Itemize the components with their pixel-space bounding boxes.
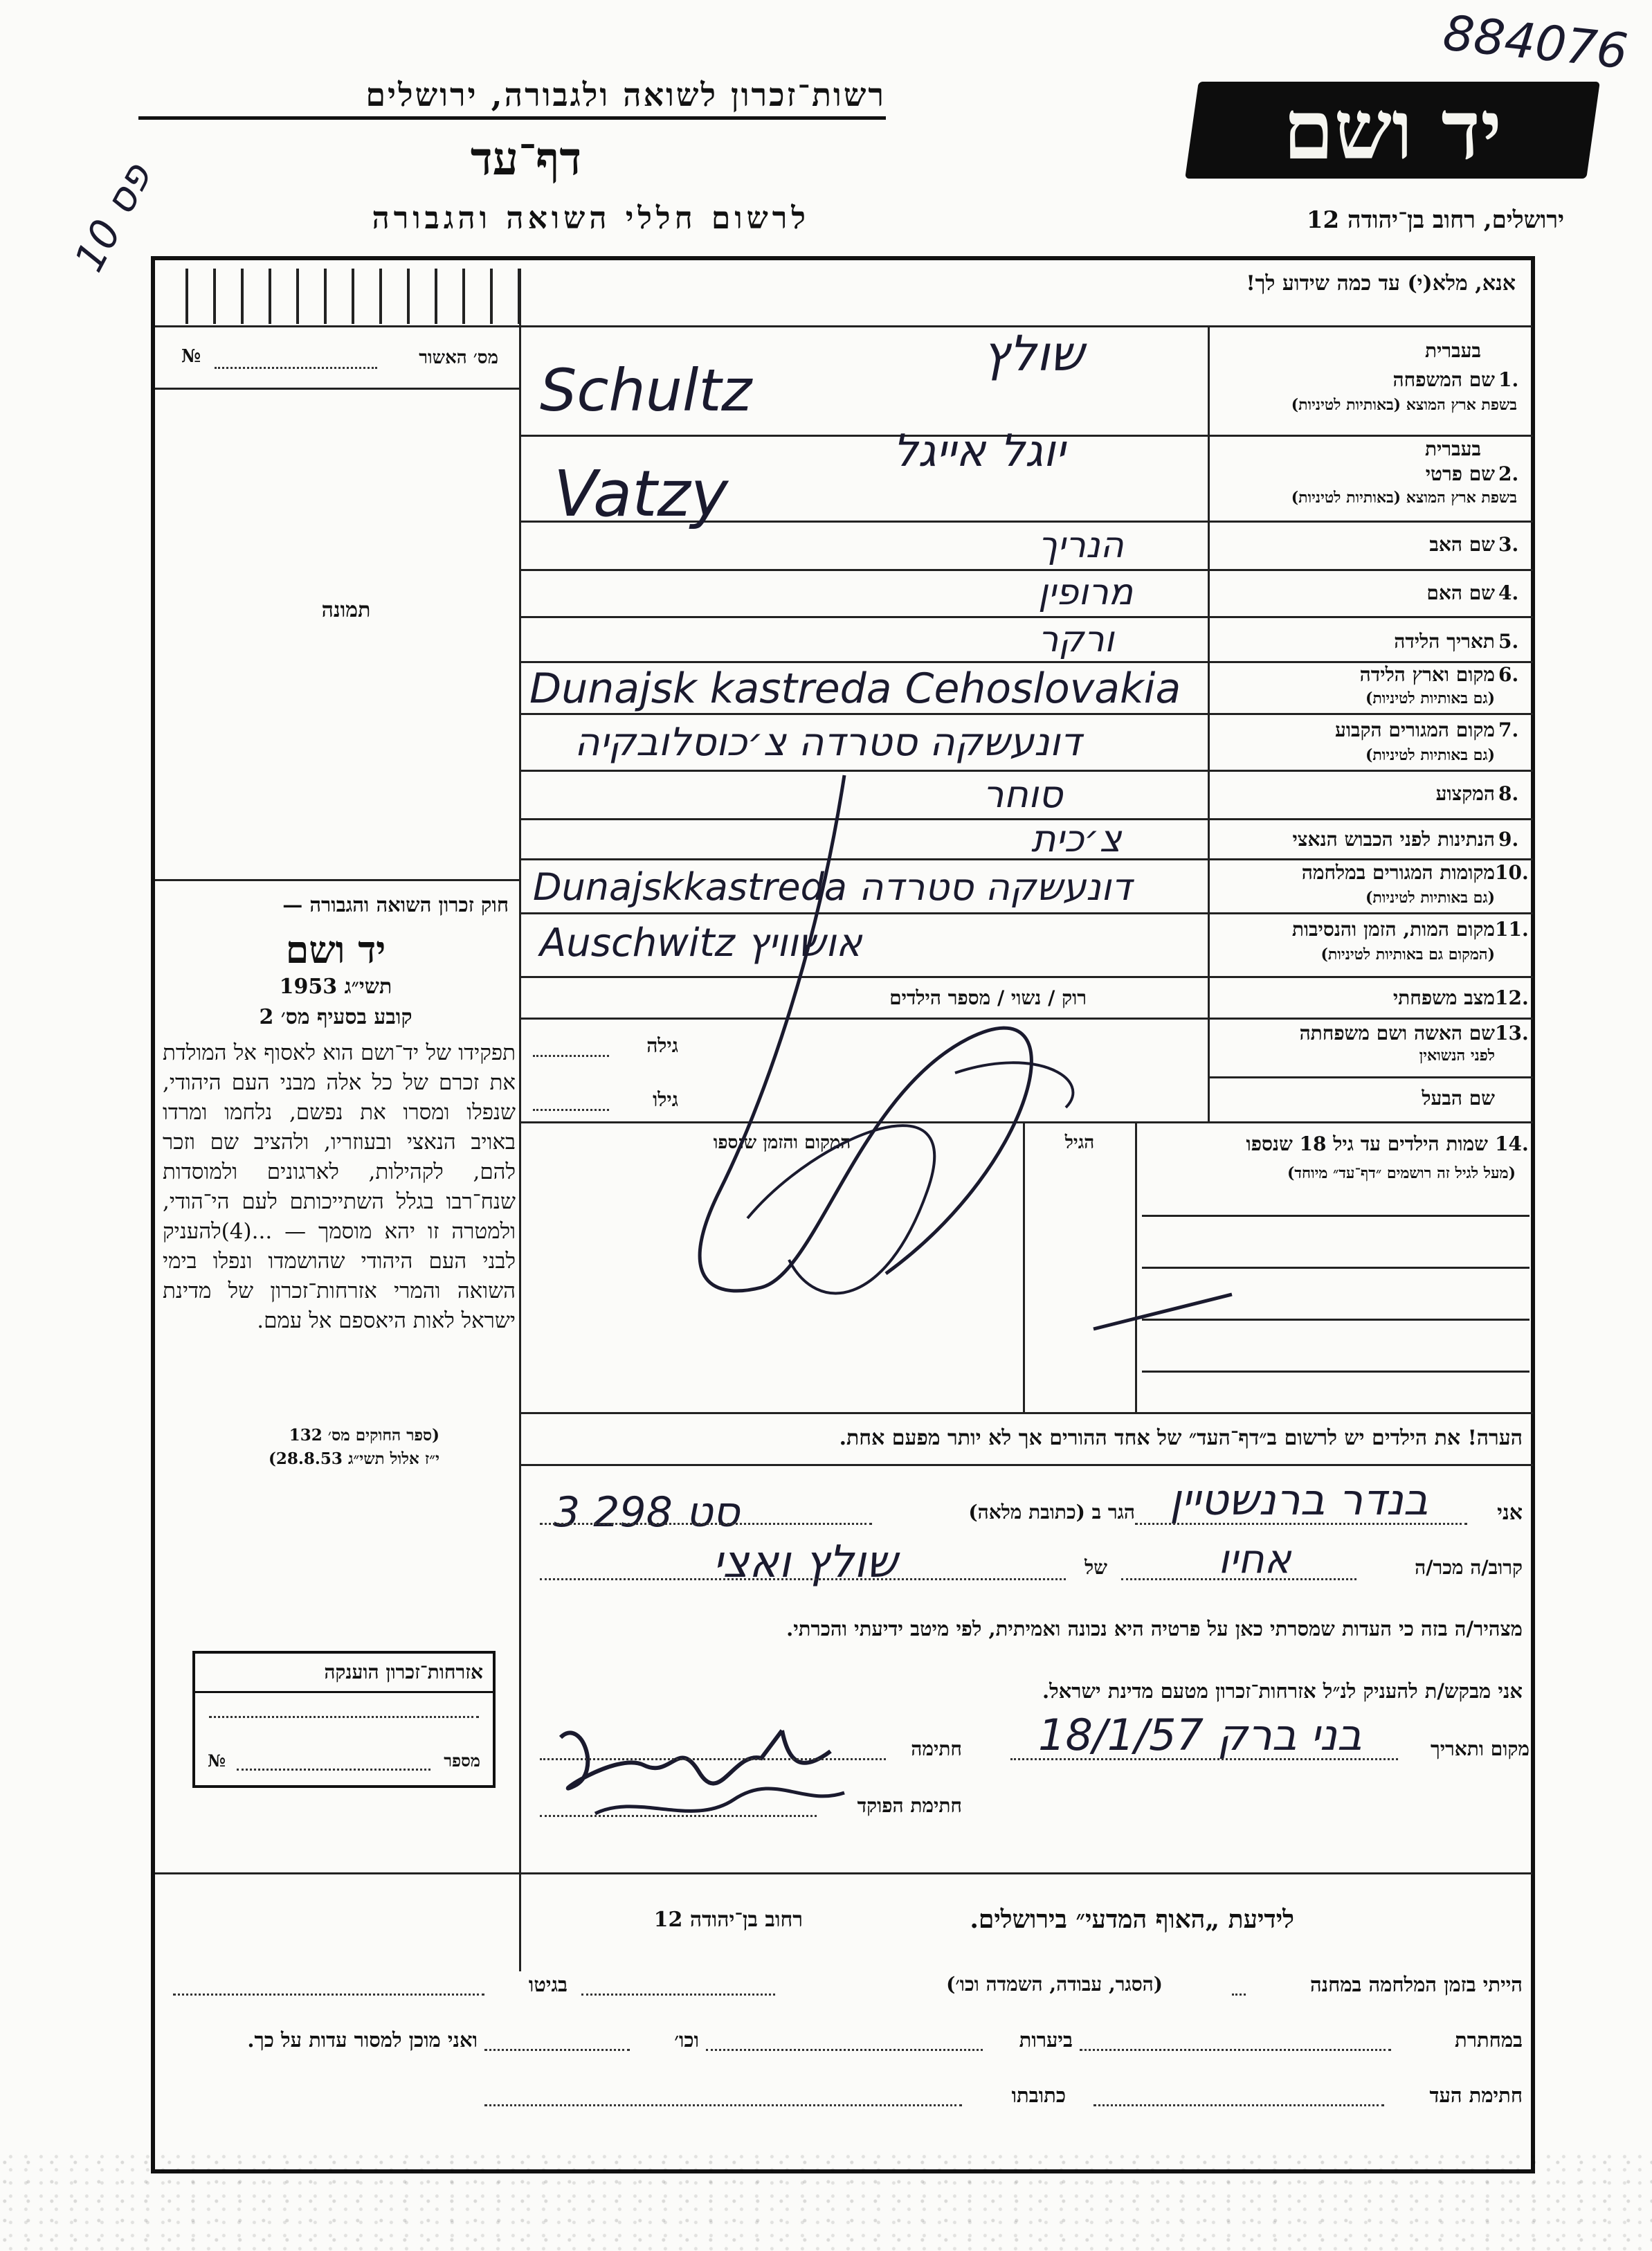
left-column-divider: [519, 269, 521, 1971]
field-1-value-lat: Schultz: [540, 356, 752, 424]
logo-text: יד ושם: [1282, 82, 1503, 178]
field-3-value: הנריך: [1038, 525, 1124, 566]
field-2-lang-he: בעברית: [1424, 437, 1481, 460]
children-note: (מעל לגיל זה רושמים ״דף־עד״ מיוחד): [1287, 1164, 1516, 1182]
decl-relative-line: [1121, 1578, 1356, 1580]
bottom-line1-b: (הסגר, עבודה, השמדה וכו׳): [946, 1973, 1163, 1996]
field-10-num: 10.: [1495, 861, 1529, 884]
law-body: תפקידו של יד־ושם הוא לאסוף אל המולדת את זכרם של כל אלה מבני העם היהודי, שנפלו ומסרו את נפשם, נלחמו ומרדו באויב הנאצי ובעוזריו, ולהציב שם וזכר להם, לקהילות, לארגונים ולמוסדות שנח־רבו בגלל השתייכותם לעם הי־הודי, ולמטרה זו יהא מוסמך — ...(4)להעניק לבני העם היהודי שהושמדו ונפלו בימי השואה והמרי אזרחות־זכרון של מדינת ישראל לאות היאספם אל עמם.: [163, 1040, 516, 1333]
field-12-label: מצב משפחתי: [1392, 986, 1495, 1009]
law-ref-1: (ספר החוקים מס׳ 132: [289, 1426, 439, 1445]
law-title: חוק זכרון השואה והגבורה —: [282, 893, 509, 916]
bottom-line2-underground-line: [1080, 2049, 1391, 2051]
decl-signature-label: חתימה: [911, 1737, 962, 1760]
row-rule: [519, 713, 1533, 715]
field-12-num: 12.: [1495, 986, 1529, 1009]
field-1-lang-he: בעברית: [1424, 339, 1481, 362]
bottom-line2-a: במחתרת: [1455, 2028, 1523, 2052]
field-9-num: 9.: [1498, 828, 1519, 851]
scan-noise: [0, 2153, 1652, 2251]
bottom-line2-forest-line: [706, 2049, 983, 2051]
yad-vashem-logo: [1185, 82, 1600, 179]
children-col-place: המקום והזמן שנספו: [713, 1132, 851, 1153]
bottom-line1-field: [1232, 1994, 1246, 1996]
bottom-line1-c: בגיטו: [528, 1973, 568, 1996]
field-11-label: מקום המות, הזמן והנסיבות: [1291, 918, 1495, 941]
field-11-value: Auschwitz אושוויץ: [540, 921, 862, 966]
field-5-num: 5.: [1498, 630, 1519, 653]
law-year: תשי״ג 1953: [279, 975, 392, 999]
field-7-note: (גם באותיות לטיניות): [1365, 746, 1495, 764]
children-bottom-rule: [519, 1412, 1533, 1414]
field-1-label: שם המשפחה: [1392, 368, 1495, 391]
top-rule: [155, 325, 1532, 327]
document-number: 884076: [1440, 4, 1631, 80]
row-rule: [519, 569, 1533, 571]
bottom-address: רחוב בן־יהודה 12: [653, 1908, 803, 1932]
citizenship-box-title: אזרחות־זכרון הוענקה: [195, 1654, 493, 1693]
margin-note: פס 10: [65, 155, 161, 280]
photo-bottom-rule: [155, 879, 519, 881]
field-13-label: שם האשה ושם משפחתה: [1299, 1022, 1495, 1045]
field-1-value-he: שולץ: [983, 325, 1084, 382]
bottom-line3-sign-line: [1093, 2104, 1384, 2106]
law-ref-2: י״ז אלול תשי״ג 28.8.53): [269, 1449, 439, 1468]
approval-no-sign: №: [181, 346, 201, 367]
decl-relative-label: קרוב/ה מכר/ה: [1415, 1556, 1523, 1579]
approval-label: מס׳ האשור: [419, 347, 498, 368]
remark-rule: [519, 1464, 1533, 1466]
field-3-num: 3.: [1498, 533, 1519, 556]
children-col-age: הגיל: [1064, 1132, 1095, 1153]
decl-signature-line: [540, 1758, 886, 1760]
decl-officer-line: [540, 1815, 817, 1817]
husband-age-line: [533, 1109, 609, 1111]
decl-statement: מצהיר/ה בזה כי העדות שמסרתי כאן על פרטיה היא נכונה ואמיתית, לפי מיטב ידיעתי והכרתי.: [786, 1617, 1523, 1640]
field-2-label: שם פרטי: [1425, 462, 1495, 485]
field-6-note: (גם באותיות לטיניות): [1365, 689, 1495, 707]
field-4-num: 4.: [1498, 581, 1519, 604]
field-13-age-label: גילה: [646, 1034, 678, 1057]
decl-of-label: של: [1084, 1556, 1107, 1579]
field-2-value-he: יוגל אייגל: [893, 426, 1065, 477]
field-8-value: סוחר: [983, 772, 1063, 816]
field-3-label: שם האב: [1429, 533, 1495, 556]
field-7-num: 7.: [1498, 718, 1519, 741]
org-line: רשות־זכרון לשואה ולגבורה, ירושלים: [138, 76, 886, 120]
field-11-note: (המקום גם באותיות לטיניות): [1320, 946, 1495, 964]
decl-place-date-line: [1010, 1758, 1398, 1760]
children-num: 14.: [1495, 1132, 1529, 1155]
row-rule: [1208, 1076, 1533, 1078]
decl-address: 3 סט 298: [554, 1488, 740, 1537]
law-clause: קובע בסעיף מס׳ 2: [259, 1005, 412, 1029]
field-10-value: Dunajskkastreda דונעשקה סטרדה: [533, 865, 1132, 909]
field-2-lang-lat: בשפת ארץ המוצא (באותיות לטיניות): [1291, 489, 1517, 507]
handwritten-scribble: [678, 748, 1246, 1343]
children-row: [1142, 1371, 1530, 1373]
field-8-label: המקצוע: [1435, 782, 1495, 805]
row-rule: [519, 616, 1533, 618]
bottom-line2-c: וכו׳: [674, 2028, 699, 2052]
decl-i-line: [1135, 1523, 1467, 1525]
citizenship-no-sign: №: [208, 1751, 226, 1771]
field-7-value: דונעשקה סטרדה צ׳כוסלובקיה: [574, 720, 1082, 765]
form-subtitle: לרשום חללי השואה והגבורה: [372, 201, 810, 236]
decl-i-value: בנדר ברנשטיין: [1170, 1474, 1428, 1525]
citizenship-line: [209, 1716, 479, 1718]
husband-label: שם הבעל: [1422, 1087, 1495, 1110]
field-10-label: מקומות המגורים במלחמה: [1301, 861, 1495, 884]
decl-officer-label: חתימת הפוקד: [857, 1794, 962, 1817]
bottom-line3-a: חתימת העד: [1429, 2083, 1523, 2107]
approval-rule: [155, 388, 519, 390]
field-8-num: 8.: [1498, 782, 1519, 805]
field-9-value: צ׳כית: [1031, 817, 1122, 860]
field-10-note: (גם באותיות לטיניות): [1365, 889, 1495, 907]
top-prompt: אנא, מלא(י) עד כמה שידוע לך!: [1246, 271, 1516, 296]
photo-label: תמונה: [321, 598, 371, 622]
field-6-value: Dunajsk kastreda Cehoslovakia: [529, 665, 1181, 713]
field-6-label: מקום וארץ הלידה: [1359, 663, 1495, 686]
field-13-num: 13.: [1495, 1022, 1529, 1045]
law-name: יד ושם: [285, 928, 386, 972]
decl-lives-label: הגר ב (כתובת מלאה): [968, 1501, 1135, 1524]
husband-age-label: גילו: [653, 1088, 678, 1111]
decl-relative-value: אחיו: [1218, 1535, 1291, 1582]
field-2-value-lat: Vatzy: [554, 457, 729, 531]
field-5-value: ורקר: [1038, 619, 1114, 660]
field-4-value: מרופין: [1038, 572, 1134, 613]
field-12-options: רוק / נשוי / מספר הילדים: [889, 986, 1087, 1009]
field-5-label: תאריך הלידה: [1394, 630, 1495, 653]
field-4-label: שם האם: [1426, 581, 1495, 604]
decl-of-value: שולץ ואצי: [713, 1537, 898, 1588]
bottom-section-rule: [155, 1872, 1532, 1874]
decl-i-label: אני: [1497, 1501, 1523, 1525]
field-1-num: 1.: [1498, 368, 1519, 391]
decl-of-line: [540, 1578, 1066, 1580]
bottom-line1-ghetto-line: [173, 1994, 484, 1996]
bottom-line3-b: כתובתו: [1011, 2083, 1066, 2107]
citizenship-number-line: [237, 1769, 430, 1771]
approval-line: [215, 367, 377, 369]
field-11-num: 11.: [1495, 918, 1529, 941]
bottom-line2-d: ואני מוכן למסור עדות על כך.: [247, 2028, 478, 2052]
form-title: דף־עד: [470, 132, 582, 186]
ruler-boxes: [161, 269, 520, 324]
decl-place-date-label: מקום ותאריך: [1430, 1737, 1530, 1760]
children-title: שמות הילדים עד גיל 18 שנספו: [1246, 1132, 1488, 1155]
header-address: ירושלים, רחוב בן־יהודה 12: [1306, 206, 1564, 234]
field-1-lang-lat: בשפת ארץ המוצא (באותיות לטיניות): [1291, 396, 1517, 414]
bottom-line1-gap: [581, 1994, 775, 1996]
field-13-note: לפני הנשואין: [1419, 1047, 1495, 1065]
remark: הערה! את הילדים יש לרשום ב״דף־העד״ של אחד ההורים אך לא יותר מפעם אחת.: [839, 1426, 1523, 1450]
field-2-num: 2.: [1498, 462, 1519, 485]
decl-address-line: [540, 1523, 872, 1525]
decl-request: אני מבקש/ת להעניק לנ״ל אזרחות־זכרון מטעם מדינת ישראל.: [1042, 1679, 1523, 1703]
bottom-line2-etc-line: [484, 2049, 630, 2051]
decl-place-date-value: בני ברק 18/1/57: [1038, 1710, 1362, 1760]
bottom-line1-a: הייתי בזמן המלחמה במחנה: [1309, 1973, 1523, 1996]
field-7-label: מקום המגורים הקבוע: [1335, 718, 1495, 741]
field-13-age-line: [533, 1055, 609, 1057]
citizenship-box: [192, 1651, 496, 1788]
citizenship-number-label: מספר: [444, 1751, 480, 1771]
field-9-label: הנתינות לפני הכבוש הנאצי: [1292, 828, 1495, 851]
bottom-heading: לידיעת „האוף המדעי״ בירושלים.: [970, 1905, 1294, 1934]
bottom-line2-b: ביערות: [1019, 2028, 1073, 2052]
bottom-line3-address-line: [484, 2104, 962, 2106]
field-6-num: 6.: [1498, 663, 1519, 686]
